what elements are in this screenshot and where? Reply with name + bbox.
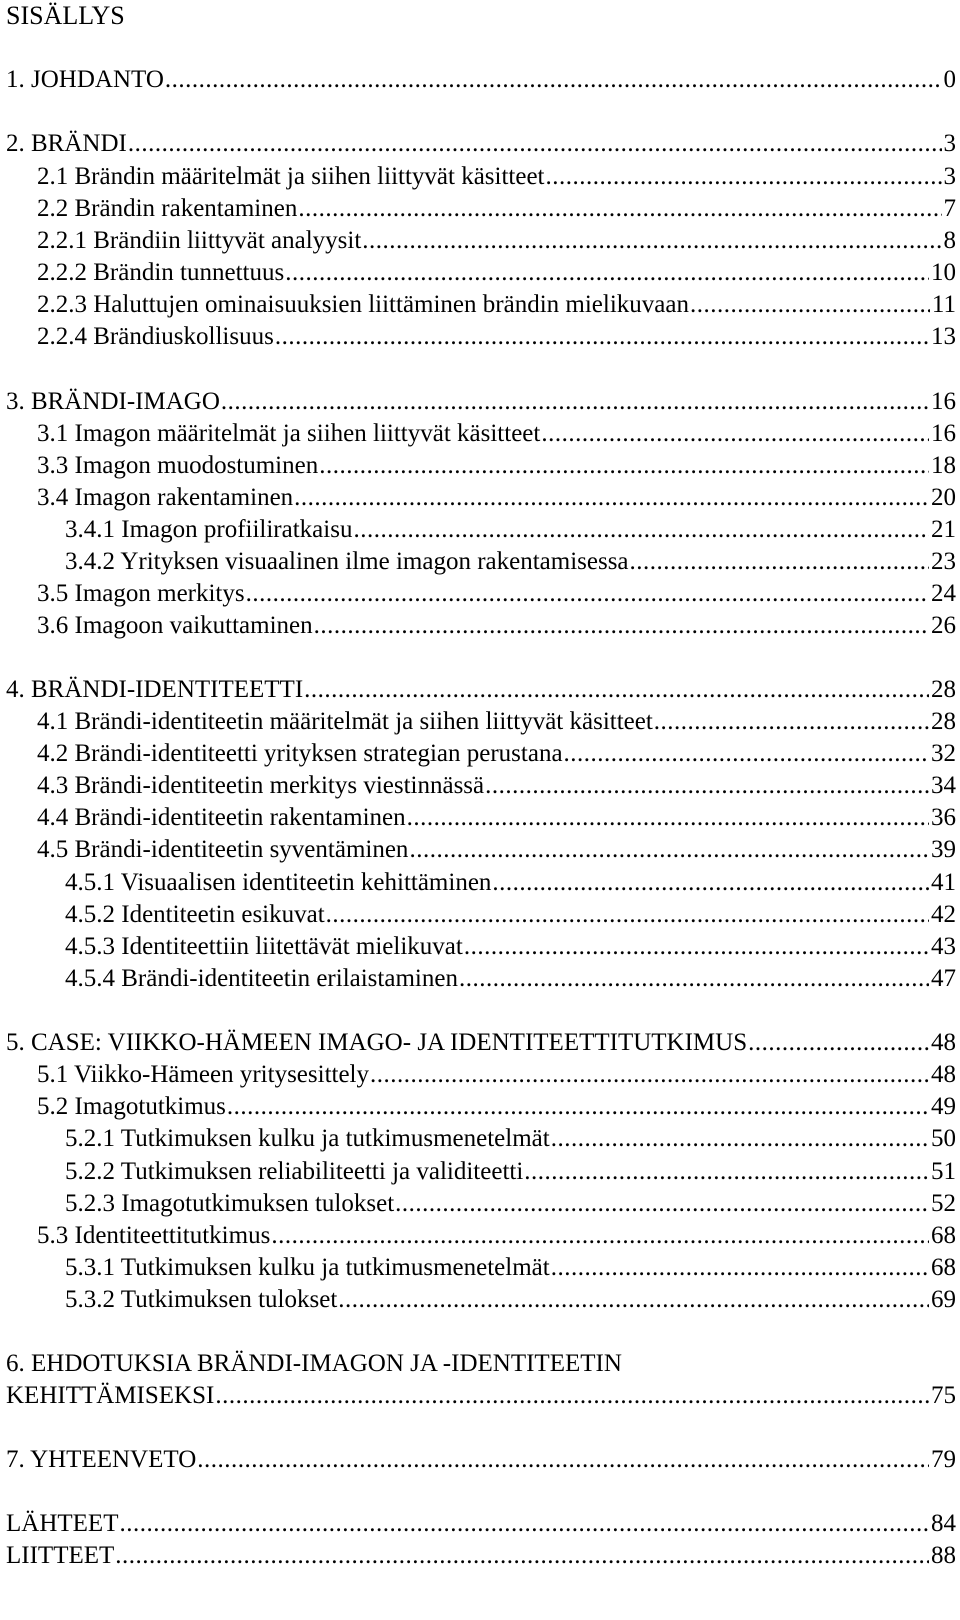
toc-dot-leader — [165, 64, 942, 96]
toc-dot-leader — [128, 128, 942, 160]
toc-dot-leader — [215, 1380, 929, 1412]
toc-dot-leader — [275, 321, 929, 353]
toc-entry — [6, 963, 956, 995]
toc-entry — [6, 1508, 956, 1540]
toc-entry-title: 5.2.3 Imagotutkimuksen tulokset — [65, 1190, 395, 1217]
toc-page-number: 69 — [931, 1286, 956, 1313]
toc-page-number: 24 — [931, 580, 956, 607]
toc-entry-title: 5.3 Identiteettitutkimus — [37, 1222, 271, 1249]
toc-page-number: 32 — [931, 740, 956, 767]
toc-entry-title: 7. YHTEENVETO — [6, 1446, 197, 1473]
toc-entry-title: 4.5.1 Visuaalisen identiteetin kehittäminen — [65, 869, 492, 896]
toc-entry-title: 4.5.2 Identiteetin esikuvat — [65, 901, 325, 928]
toc-entry-title: 4.5.4 Brändi-identiteetin erilaistaminen — [65, 965, 458, 992]
toc-entry — [6, 225, 956, 257]
toc-entry — [6, 834, 956, 866]
toc-entry — [6, 64, 956, 96]
toc-entry — [6, 802, 956, 834]
toc-heading: SISÄLLYS — [6, 1, 125, 30]
toc-entry-title: 4.4 Brändi-identiteetin rakentaminen — [37, 804, 406, 831]
toc-page-number: 7 — [943, 195, 956, 222]
toc-entry-title: 5.3.2 Tutkimuksen tulokset — [65, 1286, 338, 1313]
toc-dot-leader — [551, 1123, 929, 1155]
toc-entry — [6, 770, 956, 802]
toc-dot-leader — [326, 899, 929, 931]
toc-entry — [6, 257, 956, 289]
toc-dot-leader — [298, 193, 941, 225]
toc-entry-title: 2.2.1 Brändiin liittyvät analyysit — [37, 227, 362, 254]
toc-entry — [6, 1091, 956, 1123]
toc-page-number: 68 — [931, 1254, 956, 1281]
toc-entry — [6, 1220, 956, 1252]
toc-entry-title: 2.2.3 Haluttujen ominaisuuksien liittäminen brändin mielikuvaan — [37, 291, 689, 318]
toc-entry — [6, 386, 956, 418]
toc-dot-leader — [630, 546, 929, 578]
toc-entry — [6, 482, 956, 514]
toc-entry — [6, 1284, 956, 1316]
toc-dot-leader — [115, 1540, 929, 1572]
toc-page-number: 28 — [931, 708, 956, 735]
toc-entry — [6, 899, 956, 931]
toc-entry — [6, 1059, 956, 1091]
toc-page-number: 52 — [931, 1190, 956, 1217]
toc-dot-leader — [564, 738, 929, 770]
toc-page-number: 16 — [931, 388, 956, 415]
toc-entry-title: 4.5.3 Identiteettiin liitettävät mielikuvat — [65, 933, 463, 960]
toc-dot-leader — [541, 418, 929, 450]
toc-entry — [6, 931, 956, 963]
toc-dot-leader — [246, 578, 929, 610]
toc-entry — [6, 867, 956, 899]
toc-page-number: 88 — [931, 1542, 956, 1569]
toc-entry-title: 5.2.2 Tutkimuksen reliabiliteetti ja validiteetti — [65, 1158, 524, 1185]
toc-entry — [6, 1027, 956, 1059]
toc-entry — [6, 1444, 956, 1476]
toc-entry-title: 2. BRÄNDI — [6, 130, 127, 157]
toc-page-number: 23 — [931, 548, 956, 575]
toc-dot-leader — [338, 1284, 929, 1316]
toc-entry-title: 3.3 Imagon muodostuminen — [37, 452, 319, 479]
toc-entry-title: 2.2.2 Brändin tunnettuus — [37, 259, 285, 286]
toc-page-number: 21 — [931, 516, 956, 543]
toc-page-number: 28 — [931, 676, 956, 703]
toc-page-number: 0 — [943, 66, 956, 93]
toc-dot-leader — [464, 931, 929, 963]
toc-dot-leader — [314, 610, 929, 642]
toc-entry-title: 4.5 Brändi-identiteetin syventäminen — [37, 836, 409, 863]
toc-dot-leader — [459, 963, 929, 995]
toc-entry — [6, 546, 956, 578]
toc-entry — [6, 321, 956, 353]
toc-entry-title: 4.3 Brändi-identiteetin merkitys viestinnässä — [37, 772, 485, 799]
toc-dot-leader — [221, 386, 929, 418]
toc-entry-title: 1. JOHDANTO — [6, 66, 164, 93]
toc-page-number: 16 — [931, 420, 956, 447]
toc-entry-title: LIITTEET — [6, 1542, 115, 1569]
toc-entry-title: 3.1 Imagon määritelmät ja siihen liittyvät käsitteet — [37, 420, 541, 447]
toc-entry-title: 3.4 Imagon rakentaminen — [37, 484, 294, 511]
toc-page-number: 13 — [931, 323, 956, 350]
toc-page-number: 39 — [931, 836, 956, 863]
toc-page-number: 36 — [931, 804, 956, 831]
toc-dot-leader — [319, 450, 929, 482]
toc-entry — [6, 674, 956, 706]
toc-page-number: 8 — [943, 227, 956, 254]
toc-page-number: 68 — [931, 1222, 956, 1249]
toc-entry — [6, 1188, 956, 1220]
toc-page-number: 3 — [943, 130, 956, 157]
toc-page-number: 48 — [931, 1061, 956, 1088]
toc-page-number: 20 — [931, 484, 956, 511]
toc-page-number: 48 — [931, 1029, 956, 1056]
toc-entry-title: 4. BRÄNDI-IDENTITEETTI — [6, 676, 304, 703]
toc-page-number: 34 — [931, 772, 956, 799]
toc-entry-title: 3.4.1 Imagon profiiliratkaisu — [65, 516, 353, 543]
toc-dot-leader — [409, 834, 929, 866]
toc-entry — [6, 289, 956, 321]
toc-entry-title: 5.1 Viikko-Hämeen yritysesittely — [37, 1061, 370, 1088]
toc-entry-title: 4.1 Brändi-identiteetin määritelmät ja siihen liittyvät käsitteet — [37, 708, 653, 735]
toc-entry-title: 2.2 Brändin rakentaminen — [37, 195, 298, 222]
toc-dot-leader — [524, 1156, 929, 1188]
toc-dot-leader — [492, 867, 929, 899]
toc-entry — [6, 1540, 956, 1572]
toc-page-number: 75 — [931, 1382, 956, 1409]
toc-page-number: 49 — [931, 1093, 956, 1120]
toc-entry-title: 6. EHDOTUKSIA BRÄNDI-IMAGON JA -IDENTITEETIN — [6, 1350, 622, 1377]
toc-entry — [6, 1380, 956, 1412]
toc-dot-leader — [654, 706, 929, 738]
toc-dot-leader — [748, 1027, 929, 1059]
toc-entry-title: LÄHTEET — [6, 1510, 119, 1537]
toc-dot-leader — [304, 674, 929, 706]
toc-dot-leader — [271, 1220, 929, 1252]
toc-entry — [6, 514, 956, 546]
toc-page-number: 79 — [931, 1446, 956, 1473]
toc-entry-title: 5.2 Imagotutkimus — [37, 1093, 226, 1120]
toc-dot-leader — [197, 1444, 929, 1476]
toc-dot-leader — [362, 225, 941, 257]
toc-entry — [6, 610, 956, 642]
toc-entry-title: 3.5 Imagon merkitys — [37, 580, 245, 607]
toc-dot-leader — [119, 1508, 929, 1540]
toc-dot-leader — [294, 482, 929, 514]
toc-dot-leader — [546, 161, 942, 193]
toc-page-number: 10 — [931, 259, 956, 286]
toc-entry-title: 2.2.4 Brändiuskollisuus — [37, 323, 274, 350]
toc-entry — [6, 418, 956, 450]
toc-dot-leader — [285, 257, 929, 289]
toc-entry-title: 2.1 Brändin määritelmät ja siihen liittyvät käsitteet — [37, 163, 545, 190]
toc-page-number: 41 — [931, 869, 956, 896]
toc-dot-leader — [227, 1091, 929, 1123]
toc-entry-title: 3.6 Imagoon vaikuttaminen — [37, 612, 313, 639]
toc-entry — [6, 1348, 622, 1380]
toc-entry — [6, 738, 956, 770]
toc-page-number: 43 — [931, 933, 956, 960]
toc-page-number: 18 — [931, 452, 956, 479]
toc-entry — [6, 193, 956, 225]
toc-dot-leader — [353, 514, 929, 546]
toc-entry — [6, 450, 956, 482]
toc-entry-title: 4.2 Brändi-identiteetti yrityksen strategian perustana — [37, 740, 563, 767]
toc-entry-title: 3.4.2 Yrityksen visuaalinen ilme imagon rakentamisessa — [65, 548, 629, 575]
toc-dot-leader — [407, 802, 929, 834]
toc-page-number: 3 — [943, 163, 956, 190]
toc-entry — [6, 578, 956, 610]
toc-entry-title: 5.2.1 Tutkimuksen kulku ja tutkimusmenetelmät — [65, 1125, 550, 1152]
toc-page-number: 11 — [931, 291, 956, 318]
toc-page-number: 42 — [931, 901, 956, 928]
toc-entry-title: KEHITTÄMISEKSI — [6, 1382, 215, 1409]
toc-entry-title: 5.3.1 Tutkimuksen kulku ja tutkimusmenetelmät — [65, 1254, 550, 1281]
toc-entry — [6, 1252, 956, 1284]
toc-entry — [6, 128, 956, 160]
toc-entry — [6, 706, 956, 738]
toc-page-number: 84 — [931, 1510, 956, 1537]
toc-entry-title: 3. BRÄNDI-IMAGO — [6, 388, 220, 415]
toc-entry — [6, 161, 956, 193]
toc-dot-leader — [690, 289, 930, 321]
toc-entry — [6, 1123, 956, 1155]
toc-entry — [6, 1156, 956, 1188]
toc-dot-leader — [370, 1059, 929, 1091]
toc-dot-leader — [395, 1188, 929, 1220]
toc-page-number: 26 — [931, 612, 956, 639]
toc-page-number: 51 — [931, 1158, 956, 1185]
toc-page-number: 47 — [931, 965, 956, 992]
toc-dot-leader — [551, 1252, 929, 1284]
toc-entry-title: 5. CASE: VIIKKO-HÄMEEN IMAGO- JA IDENTITEETTITUTKIMUS — [6, 1029, 748, 1056]
toc-page-number: 50 — [931, 1125, 956, 1152]
toc-dot-leader — [485, 770, 929, 802]
